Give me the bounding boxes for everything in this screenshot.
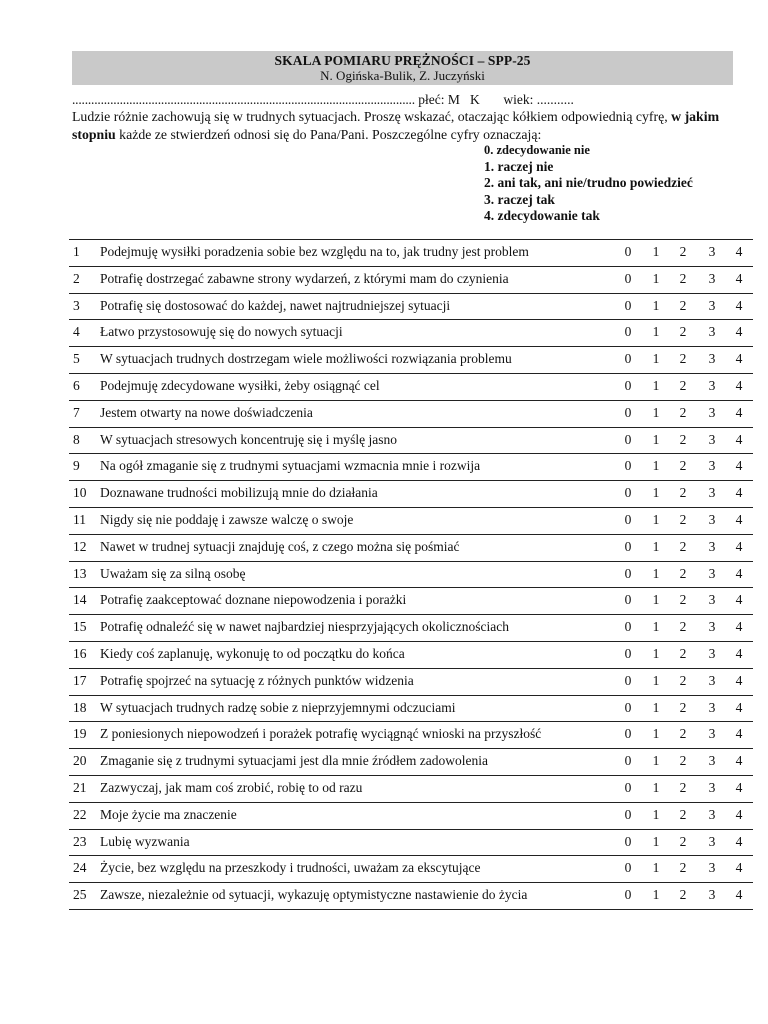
answer-option-1[interactable]: 1 bbox=[652, 458, 660, 474]
answer-option-1[interactable]: 1 bbox=[652, 672, 660, 688]
answer-option-1[interactable]: 1 bbox=[652, 538, 660, 554]
answer-option-0[interactable]: 0 bbox=[624, 485, 632, 501]
table-row bbox=[69, 480, 753, 507]
answer-option-1[interactable]: 1 bbox=[652, 244, 660, 259]
answer-option-3[interactable]: 3 bbox=[708, 404, 716, 420]
answer-option-2[interactable]: 2 bbox=[679, 351, 687, 367]
answer-option-3[interactable]: 3 bbox=[708, 377, 716, 393]
answer-option-4[interactable]: 4 bbox=[735, 645, 743, 661]
header-banner bbox=[72, 51, 733, 85]
answer-option-1[interactable]: 1 bbox=[652, 860, 660, 876]
answer-option-4[interactable]: 4 bbox=[735, 485, 743, 501]
legend-item: 1. raczej nie bbox=[484, 158, 554, 174]
answer-option-0[interactable]: 0 bbox=[624, 431, 632, 447]
item-statement: W sytuacjach trudnych radzę sobie z nieprzyjemnymi odczuciami bbox=[100, 699, 456, 715]
answer-option-3[interactable]: 3 bbox=[708, 485, 716, 501]
answer-option-4[interactable]: 4 bbox=[735, 565, 743, 581]
answer-option-2[interactable]: 2 bbox=[679, 619, 687, 635]
item-statement: Jestem otwarty na nowe doświadczenia bbox=[100, 404, 313, 420]
table-row bbox=[69, 695, 753, 722]
answer-option-1[interactable]: 1 bbox=[652, 806, 660, 822]
answer-option-1[interactable]: 1 bbox=[652, 431, 660, 447]
items-table bbox=[69, 239, 753, 910]
answer-option-1[interactable]: 1 bbox=[652, 645, 660, 661]
item-statement: Podejmuję wysiłki poradzenia sobie bez względu na to, jak trudny jest problem bbox=[100, 244, 529, 259]
answer-option-4[interactable]: 4 bbox=[735, 297, 743, 313]
answer-option-2[interactable]: 2 bbox=[679, 726, 687, 742]
answer-legend bbox=[484, 142, 693, 225]
answer-option-3[interactable]: 3 bbox=[708, 779, 716, 795]
answer-option-1[interactable]: 1 bbox=[652, 404, 660, 420]
answer-option-4[interactable]: 4 bbox=[735, 726, 743, 742]
answer-option-2[interactable]: 2 bbox=[679, 538, 687, 554]
item-number: 5 bbox=[73, 351, 80, 367]
item-number: 12 bbox=[73, 538, 87, 554]
item-number: 21 bbox=[73, 779, 87, 795]
item-number: 15 bbox=[73, 619, 87, 635]
answer-option-2[interactable]: 2 bbox=[679, 833, 687, 849]
answer-option-4[interactable]: 4 bbox=[735, 270, 743, 286]
answer-option-0[interactable]: 0 bbox=[624, 351, 632, 367]
answer-option-4[interactable]: 4 bbox=[735, 887, 743, 903]
answer-option-0[interactable]: 0 bbox=[624, 753, 632, 769]
answer-option-3[interactable]: 3 bbox=[708, 699, 716, 715]
answer-option-1[interactable]: 1 bbox=[652, 726, 660, 742]
answer-option-0[interactable]: 0 bbox=[624, 726, 632, 742]
table-row bbox=[69, 614, 753, 641]
table-row bbox=[69, 721, 753, 748]
answer-option-1[interactable]: 1 bbox=[652, 270, 660, 286]
item-number: 6 bbox=[73, 377, 80, 393]
instructions-text-cont: każde ze stwierdzeń odnosi się do Pana/Pani. Poszczególne cyfry oznaczają: bbox=[115, 127, 542, 142]
item-number: 14 bbox=[73, 592, 87, 608]
answer-option-1[interactable]: 1 bbox=[652, 619, 660, 635]
answer-option-0[interactable]: 0 bbox=[624, 297, 632, 313]
answer-option-1[interactable]: 1 bbox=[652, 351, 660, 367]
item-number: 18 bbox=[73, 699, 87, 715]
item-number: 2 bbox=[73, 270, 80, 286]
table-row bbox=[69, 373, 753, 400]
item-statement: Kiedy coś zaplanuję, wykonuję to od początku do końca bbox=[100, 645, 405, 661]
table-row bbox=[69, 239, 753, 266]
answer-option-3[interactable]: 3 bbox=[708, 753, 716, 769]
answer-option-3[interactable]: 3 bbox=[708, 351, 716, 367]
answer-option-2[interactable]: 2 bbox=[679, 592, 687, 608]
answer-option-4[interactable]: 4 bbox=[735, 324, 743, 340]
answer-option-0[interactable]: 0 bbox=[624, 806, 632, 822]
answer-option-1[interactable]: 1 bbox=[652, 511, 660, 527]
answer-option-1[interactable]: 1 bbox=[652, 565, 660, 581]
item-number: 7 bbox=[73, 404, 80, 420]
table-row bbox=[69, 855, 753, 882]
item-number: 17 bbox=[73, 672, 87, 688]
answer-option-3[interactable]: 3 bbox=[708, 726, 716, 742]
table-row bbox=[69, 507, 753, 534]
item-number: 13 bbox=[73, 565, 87, 581]
table-row bbox=[69, 319, 753, 346]
name-blank[interactable]: ............................................................................................................ bbox=[72, 92, 415, 107]
item-statement: Uważam się za silną osobę bbox=[100, 565, 246, 581]
table-row bbox=[69, 266, 753, 293]
answer-option-3[interactable]: 3 bbox=[708, 511, 716, 527]
answer-option-2[interactable]: 2 bbox=[679, 297, 687, 313]
answer-option-3[interactable]: 3 bbox=[708, 297, 716, 313]
answer-option-0[interactable]: 0 bbox=[624, 270, 632, 286]
answer-option-3[interactable]: 3 bbox=[708, 431, 716, 447]
answer-option-4[interactable]: 4 bbox=[735, 377, 743, 393]
table-row bbox=[69, 668, 753, 695]
answer-option-0[interactable]: 0 bbox=[624, 377, 632, 393]
item-statement: W sytuacjach trudnych dostrzegam wiele możliwości rozwiązania problemu bbox=[100, 351, 512, 367]
table-row bbox=[69, 427, 753, 454]
table-row bbox=[69, 829, 753, 856]
answer-option-4[interactable]: 4 bbox=[735, 753, 743, 769]
item-statement: W sytuacjach stresowych koncentruję się i myślę jasno bbox=[100, 431, 398, 447]
answer-option-3[interactable]: 3 bbox=[708, 538, 716, 554]
item-statement: Nawet w trudnej sytuacji znajduję coś, z czego można się pośmiać bbox=[100, 538, 460, 554]
answer-option-4[interactable]: 4 bbox=[735, 619, 743, 635]
answer-option-2[interactable]: 2 bbox=[679, 753, 687, 769]
item-statement: Podejmuję zdecydowane wysiłki, żeby osiągnąć cel bbox=[100, 377, 380, 393]
item-statement: Potrafię odnaleźć się w nawet najbardziej niesprzyjających okolicznościach bbox=[100, 619, 509, 635]
item-statement: Moje życie ma znaczenie bbox=[100, 806, 237, 822]
answer-option-1[interactable]: 1 bbox=[652, 592, 660, 608]
item-statement: Życie, bez względu na przeszkody i trudności, uważam za ekscytujące bbox=[100, 860, 481, 876]
answer-option-4[interactable]: 4 bbox=[735, 806, 743, 822]
table-row bbox=[69, 775, 753, 802]
answer-option-2[interactable]: 2 bbox=[679, 672, 687, 688]
age-field[interactable]: wiek: ........... bbox=[503, 92, 574, 107]
answer-option-2[interactable]: 2 bbox=[679, 324, 687, 340]
item-statement: Łatwo przystosowuję się do nowych sytuacji bbox=[100, 324, 343, 340]
item-statement: Potrafię zaakceptować doznane niepowodzenia i porażki bbox=[100, 592, 407, 608]
item-number: 22 bbox=[73, 806, 87, 822]
answer-option-0[interactable]: 0 bbox=[624, 404, 632, 420]
answer-option-1[interactable]: 1 bbox=[652, 297, 660, 313]
answer-option-1[interactable]: 1 bbox=[652, 833, 660, 849]
legend-item: 4. zdecydowanie tak bbox=[484, 208, 600, 223]
answer-option-3[interactable]: 3 bbox=[708, 458, 716, 474]
answer-option-2[interactable]: 2 bbox=[679, 699, 687, 715]
answer-option-4[interactable]: 4 bbox=[735, 860, 743, 876]
legend-item: 0. zdecydowanie nie bbox=[484, 143, 590, 157]
item-number: 3 bbox=[73, 297, 80, 313]
answer-option-0[interactable]: 0 bbox=[624, 511, 632, 527]
answer-option-0[interactable]: 0 bbox=[624, 645, 632, 661]
answer-option-1[interactable]: 1 bbox=[652, 779, 660, 795]
answer-option-1[interactable]: 1 bbox=[652, 753, 660, 769]
item-number: 25 bbox=[73, 887, 87, 903]
item-statement: Na ogół zmaganie się z trudnymi sytuacjami wzmacnia mnie i rozwija bbox=[100, 458, 481, 474]
answer-option-0[interactable]: 0 bbox=[624, 699, 632, 715]
answer-option-0[interactable]: 0 bbox=[624, 538, 632, 554]
answer-option-4[interactable]: 4 bbox=[735, 833, 743, 849]
answer-option-1[interactable]: 1 bbox=[652, 377, 660, 393]
answer-option-3[interactable]: 3 bbox=[708, 619, 716, 635]
answer-option-4[interactable]: 4 bbox=[735, 458, 743, 474]
answer-option-2[interactable]: 2 bbox=[679, 431, 687, 447]
answer-option-0[interactable]: 0 bbox=[624, 833, 632, 849]
item-number: 8 bbox=[73, 431, 80, 447]
scale-title: SKALA POMIARU PRĘŻNOŚCI – SPP-25 bbox=[274, 53, 531, 68]
answer-option-2[interactable]: 2 bbox=[679, 458, 687, 474]
table-row bbox=[69, 293, 753, 320]
answer-option-0[interactable]: 0 bbox=[624, 672, 632, 688]
answer-option-2[interactable]: 2 bbox=[679, 377, 687, 393]
legend-item: 3. raczej tak bbox=[484, 191, 555, 207]
item-statement: Z poniesionych niepowodzeń i porażek potrafię wyciągnąć wnioski na przyszłość bbox=[100, 726, 542, 742]
table-row bbox=[69, 748, 753, 775]
item-statement: Zawsze, niezależnie od sytuacji, wykazuję optymistyczne nastawienie do życia bbox=[100, 887, 528, 903]
answer-option-4[interactable]: 4 bbox=[735, 511, 743, 527]
answer-option-3[interactable]: 3 bbox=[708, 270, 716, 286]
respondent-info-line bbox=[72, 92, 733, 108]
item-statement: Zazwyczaj, jak mam coś zrobić, robię to od razu bbox=[100, 779, 363, 795]
answer-option-4[interactable]: 4 bbox=[735, 672, 743, 688]
table-row bbox=[69, 346, 753, 373]
answer-option-4[interactable]: 4 bbox=[735, 431, 743, 447]
answer-option-0[interactable]: 0 bbox=[624, 592, 632, 608]
answer-option-2[interactable]: 2 bbox=[679, 565, 687, 581]
table-row bbox=[69, 400, 753, 427]
answer-option-1[interactable]: 1 bbox=[652, 887, 660, 903]
instructions-paragraph bbox=[72, 108, 740, 144]
item-statement: Lubię wyzwania bbox=[100, 833, 190, 849]
answer-option-0[interactable]: 0 bbox=[624, 860, 632, 876]
answer-option-4[interactable]: 4 bbox=[735, 351, 743, 367]
table-row bbox=[69, 882, 753, 910]
instructions-text: Ludzie różnie zachowują się w trudnych sytuacjach. Proszę wskazać, otaczając kółkiem odpowiednią cyfrę, bbox=[72, 109, 672, 124]
answer-option-4[interactable]: 4 bbox=[735, 592, 743, 608]
item-statement: Nigdy się nie poddaję i zawsze walczę o swoje bbox=[100, 511, 354, 527]
scale-authors: N. Ogińska-Bulik, Z. Juczyński bbox=[320, 68, 485, 83]
gender-option-k[interactable]: K bbox=[470, 92, 480, 107]
answer-option-1[interactable]: 1 bbox=[652, 485, 660, 501]
item-statement: Potrafię się dostosować do każdej, nawet najtrudniejszej sytuacji bbox=[100, 297, 451, 313]
table-row bbox=[69, 534, 753, 561]
answer-option-4[interactable]: 4 bbox=[735, 404, 743, 420]
answer-option-2[interactable]: 2 bbox=[679, 645, 687, 661]
table-row bbox=[69, 587, 753, 614]
answer-option-4[interactable]: 4 bbox=[735, 699, 743, 715]
answer-option-4[interactable]: 4 bbox=[735, 244, 743, 259]
item-number: 4 bbox=[73, 324, 80, 340]
answer-option-0[interactable]: 0 bbox=[624, 324, 632, 340]
answer-option-1[interactable]: 1 bbox=[652, 699, 660, 715]
answer-option-0[interactable]: 0 bbox=[624, 244, 632, 259]
answer-option-2[interactable]: 2 bbox=[679, 887, 687, 903]
answer-option-0[interactable]: 0 bbox=[624, 887, 632, 903]
item-statement: Zmaganie się z trudnymi sytuacjami jest dla mnie źródłem zadowolenia bbox=[100, 753, 488, 769]
answer-option-3[interactable]: 3 bbox=[708, 887, 716, 903]
instructions-emphasis: w jakim stopniu bbox=[72, 109, 720, 142]
answer-option-0[interactable]: 0 bbox=[624, 619, 632, 635]
item-number: 9 bbox=[73, 458, 80, 474]
item-statement: Doznawane trudności mobilizują mnie do działania bbox=[100, 485, 378, 501]
answer-option-2[interactable]: 2 bbox=[679, 404, 687, 420]
answer-option-4[interactable]: 4 bbox=[735, 538, 743, 554]
answer-option-3[interactable]: 3 bbox=[708, 645, 716, 661]
answer-option-3[interactable]: 3 bbox=[708, 565, 716, 581]
answer-option-2[interactable]: 2 bbox=[679, 806, 687, 822]
item-number: 10 bbox=[73, 485, 87, 501]
item-statement: Potrafię spojrzeć na sytuację z różnych punktów widzenia bbox=[100, 672, 414, 688]
item-number: 19 bbox=[73, 726, 87, 742]
answer-option-0[interactable]: 0 bbox=[624, 458, 632, 474]
answer-option-2[interactable]: 2 bbox=[679, 511, 687, 527]
table-row bbox=[69, 641, 753, 668]
answer-option-3[interactable]: 3 bbox=[708, 860, 716, 876]
answer-option-3[interactable]: 3 bbox=[708, 324, 716, 340]
answer-option-0[interactable]: 0 bbox=[624, 565, 632, 581]
legend-item: 2. ani tak, ani nie/trudno powiedzieć bbox=[484, 175, 693, 190]
answer-option-2[interactable]: 2 bbox=[679, 860, 687, 876]
answer-option-2[interactable]: 2 bbox=[679, 485, 687, 501]
item-number: 11 bbox=[73, 511, 86, 527]
answer-option-3[interactable]: 3 bbox=[708, 672, 716, 688]
item-number: 20 bbox=[73, 753, 87, 769]
item-number: 1 bbox=[73, 244, 80, 259]
item-number: 23 bbox=[73, 833, 87, 849]
answer-option-3[interactable]: 3 bbox=[708, 806, 716, 822]
answer-option-3[interactable]: 3 bbox=[708, 244, 716, 259]
item-number: 16 bbox=[73, 645, 87, 661]
gender-label[interactable]: płeć: M bbox=[418, 92, 460, 107]
answer-option-1[interactable]: 1 bbox=[652, 324, 660, 340]
answer-option-2[interactable]: 2 bbox=[679, 270, 687, 286]
table-row bbox=[69, 561, 753, 588]
answer-option-3[interactable]: 3 bbox=[708, 592, 716, 608]
answer-option-4[interactable]: 4 bbox=[735, 779, 743, 795]
answer-option-2[interactable]: 2 bbox=[679, 779, 687, 795]
answer-option-3[interactable]: 3 bbox=[708, 833, 716, 849]
table-row bbox=[69, 802, 753, 829]
answer-option-0[interactable]: 0 bbox=[624, 779, 632, 795]
item-number: 24 bbox=[73, 860, 87, 876]
table-row bbox=[69, 453, 753, 480]
item-statement: Potrafię dostrzegać zabawne strony wydarzeń, z którymi mam do czynienia bbox=[100, 270, 509, 286]
answer-option-2[interactable]: 2 bbox=[679, 244, 687, 259]
